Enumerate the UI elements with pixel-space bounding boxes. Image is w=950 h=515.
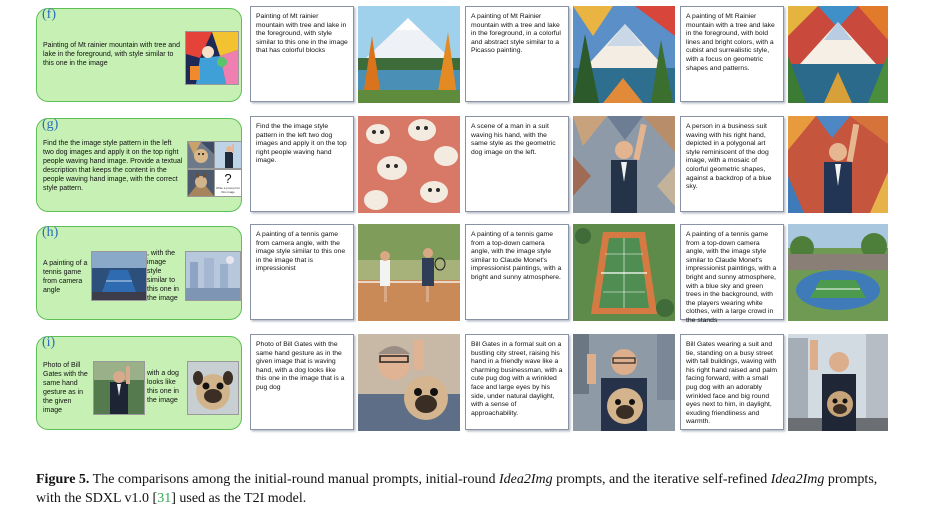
generated-image-refined (788, 116, 888, 213)
input-text-part-2: with a dog looks like this one in the image (147, 370, 179, 404)
row-h (36, 224, 904, 324)
generated-image-initial (573, 116, 675, 213)
generated-image-manual (358, 6, 460, 103)
figure-label: Figure 5. (36, 472, 90, 487)
input-text-part-1: A painting of a tennis game from camera angle (43, 260, 88, 294)
caption-text-1: The comparisons among the initial-round manual prompts, initial-round (89, 472, 499, 487)
question-mark: ? (224, 171, 232, 186)
prompt-initial-idea2img: Bill Gates in a formal suit on a bustling city street, raising his hand in a friendly wave like a charming businessman, with a cute pug dog with a wrinkled face and large eyes by his side, under natural daylight, with a sense of approachability. (465, 334, 569, 430)
input-text-part-1: Photo of Bill Gates with the same hand gesture as in the given image (43, 362, 88, 414)
hand-gesture-image (93, 361, 145, 415)
input-box-h (36, 226, 242, 320)
generated-image-manual (358, 224, 460, 321)
figure-caption (36, 470, 904, 508)
row-tag: (i) (42, 335, 56, 350)
prompt-manual: A painting of a tennis game from camera angle, with the image style similar to this one in the image that is impressionist (250, 224, 354, 320)
prompt-manual: Painting of Mt rainier mountain with tree and lake in the foreground, with style similar to this one in the image that has colorful blocks (250, 6, 354, 102)
question-mark-placeholder (214, 169, 242, 197)
generated-image-initial (573, 224, 675, 321)
style-reference-image (185, 31, 239, 85)
dog-style-image-1 (187, 141, 215, 169)
generated-image-refined (788, 334, 888, 431)
prompt-refined-idea2img: Bill Gates wearing a suit and tie, standing on a busy street with tall buildings, waving with his right hand raised and palm facing forward, with a small pug dog with an adorably wrinkled face and big round eyes next to him, in daylight, exuding friendliness and warmth. (680, 334, 784, 430)
prompt-initial-idea2img: A scene of a man in a suit waving his hand, with the same style as the geometric dog image on the left. (465, 116, 569, 212)
prompt-refined-idea2img: A painting of Mt Rainier mountain with a tree and lake in the foreground, with bold lines and bright colors, with a cubist and surrealistic style, with a focus on geometric shapes and patterns. (680, 6, 784, 102)
generated-image-refined (788, 6, 888, 103)
prompt-initial-idea2img: A painting of a tennis game from a top-down camera angle, with the image style similar to Claude Monet's impressionist paintings, with a bright and sunny atmosphere. (465, 224, 569, 320)
people-waving-image (214, 141, 242, 169)
placeholder-note: Write a prompt for this image (216, 186, 240, 194)
prompt-initial-idea2img: A painting of Mt Rainier mountain with a tree and lake in the foreground, in a colorful and abstract style similar to a Picasso painting. (465, 6, 569, 102)
caption-idea2img-2: Idea2Img (770, 472, 825, 487)
generated-image-refined (788, 224, 888, 321)
row-tag: (g) (42, 117, 59, 132)
caption-text-3: prompts, with the SDXL v1.0 [ (36, 472, 878, 506)
generated-image-manual (358, 334, 460, 431)
pug-dog-image (187, 361, 239, 415)
prompt-refined-idea2img: A person in a business suit waving with his right hand, depicted in a polygonal art style reminiscent of the dog image, with a mosaic of colorful geometric shapes, against a backdrop of a blue sky. (680, 116, 784, 212)
input-text-part-2: , with the image style similar to this one in the image (147, 250, 179, 302)
caption-text-4: ] used as the T2I model. (171, 491, 307, 506)
prompt-manual: Photo of Bill Gates with the same hand gesture as in the given image that is waving hand, with a dog looks like this one in the image that is a pug dog (250, 334, 354, 430)
row-g (36, 116, 904, 216)
input-text: Painting of Mt rainier mountain with tree and lake in the foreground, with style similar to this one in the image (43, 42, 180, 67)
impressionist-style-image (185, 251, 241, 301)
prompt-refined-idea2img: A painting of a tennis game from a top-down camera angle, with the image style similar to Claude Monet's impressionist paintings, with a bright and sunny atmosphere, with a blue sky and green trees in the background, with the players wearing white clothes, with a large crowd in the stands (680, 224, 784, 320)
generated-image-initial (573, 6, 675, 103)
citation-link[interactable]: 31 (157, 491, 172, 506)
row-f (36, 6, 904, 106)
prompt-manual: Find the the image style pattern in the left two dog images and apply it on the top right people waving hand image. (250, 116, 354, 212)
input-box-i (36, 336, 242, 430)
row-tag: (h) (42, 225, 59, 240)
caption-text-2: prompts, and the iterative self-refined (552, 472, 771, 487)
generated-image-manual (358, 116, 460, 213)
dog-style-image-2 (187, 169, 215, 197)
input-box-g (36, 118, 242, 212)
generated-image-initial (573, 334, 675, 431)
row-i (36, 334, 904, 434)
row-tag: (f) (42, 7, 56, 22)
caption-idea2img-1: Idea2Img (498, 472, 553, 487)
input-text: Find the the image style pattern in the left two dog images and apply it on the top right people waving hand image. Provide a textual description that keeps the content in the people waving hand image, with the correct style pattern. (43, 140, 183, 192)
input-box-f (36, 8, 242, 102)
tennis-camera-angle-image (91, 251, 147, 301)
